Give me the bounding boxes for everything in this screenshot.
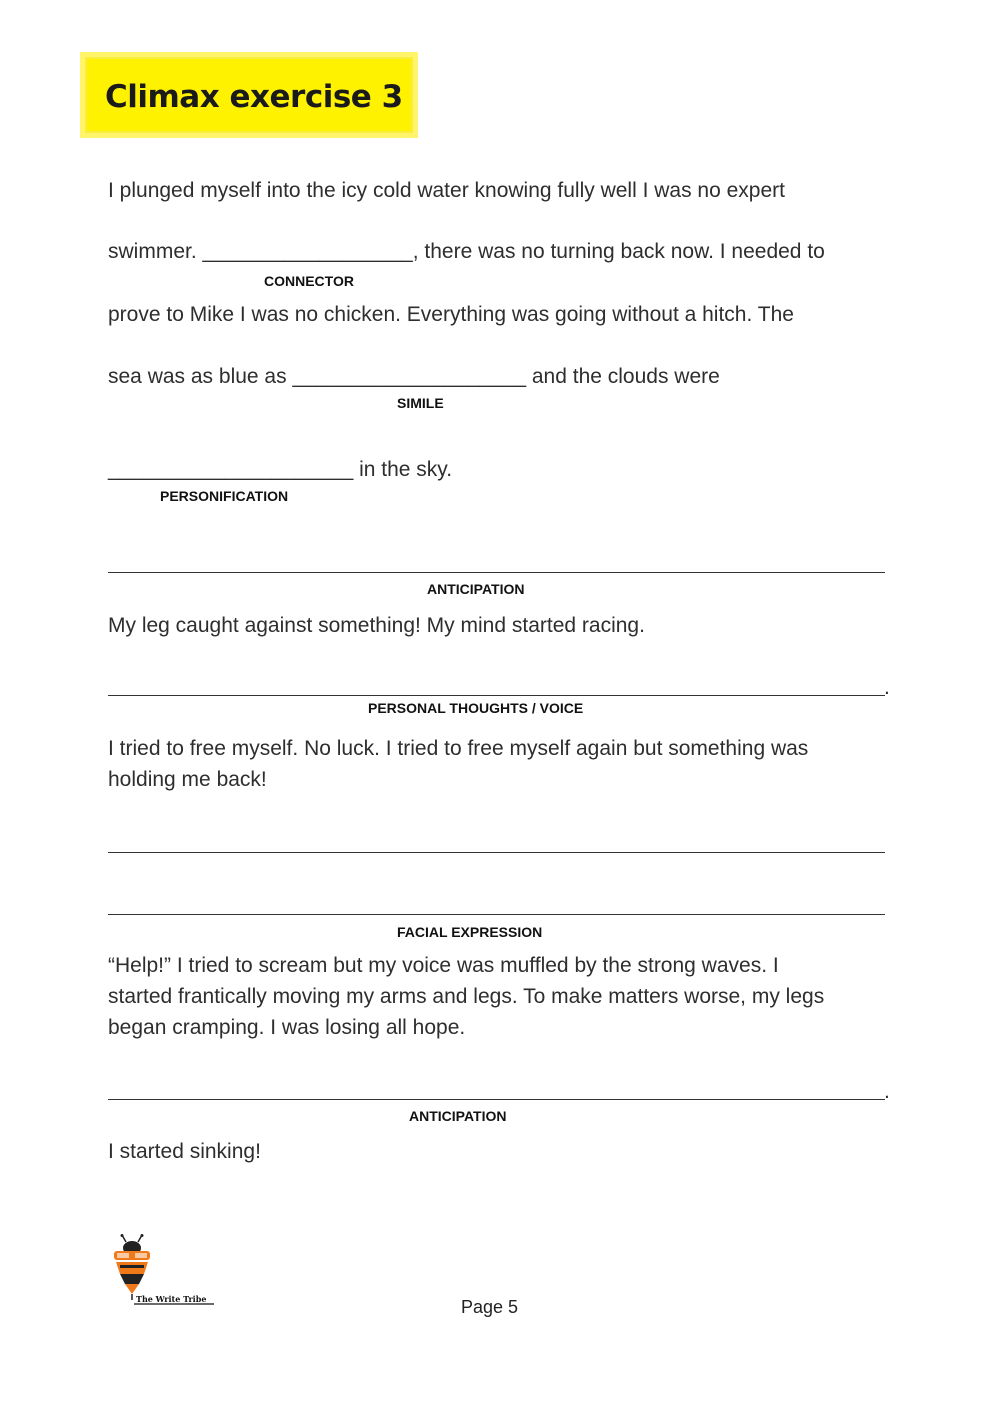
text-line-1: I plunged myself into the icy cold water knowing fully well I was no expert xyxy=(108,179,785,202)
simile-blank[interactable]: ____________________ xyxy=(292,365,527,388)
text-line-8b: started frantically moving my arms and legs. To make matters worse, my legs xyxy=(108,985,825,1008)
text-line-2 xyxy=(108,240,825,264)
text-line-7b: holding me back! xyxy=(108,768,267,791)
page-title: Climax exercise 3 xyxy=(105,79,403,115)
simile-label: SIMILE xyxy=(397,395,444,411)
write-tribe-logo xyxy=(108,1234,220,1312)
anticipation-answer-line-2[interactable] xyxy=(108,1099,885,1100)
personification-blank[interactable]: _____________________ xyxy=(108,458,354,481)
logo-caption: The Write Tribe xyxy=(136,1294,207,1304)
connector-label: CONNECTOR xyxy=(264,273,354,289)
facial-expression-answer-line-1[interactable] xyxy=(108,852,885,853)
text-line-3: prove to Mike I was no chicken. Everything was going without a hitch. The xyxy=(108,303,794,326)
text-line-4-end: and the clouds were xyxy=(526,365,720,388)
page-number: Page 5 xyxy=(461,1297,519,1317)
facial-expression-label: FACIAL EXPRESSION xyxy=(397,924,543,940)
personal-thoughts-label: PERSONAL THOUGHTS / VOICE xyxy=(368,700,584,716)
line-end-period-2: . xyxy=(884,1080,890,1103)
personification-label: PERSONIFICATION xyxy=(160,488,289,504)
personal-thoughts-answer-line[interactable] xyxy=(108,695,885,696)
connector-blank[interactable]: __________________ xyxy=(202,240,413,263)
anticipation-label-1: ANTICIPATION xyxy=(427,581,525,597)
text-line-6: My leg caught against something! My mind started racing. xyxy=(108,614,645,637)
text-line-5-end: in the sky. xyxy=(353,458,453,481)
text-line-2-end: , there was no turning back now. I needed to xyxy=(412,240,825,263)
text-line-9: I started sinking! xyxy=(108,1140,261,1163)
text-line-8c: began cramping. I was losing all hope. xyxy=(108,1016,466,1039)
text-line-8a: “Help!” I tried to scream but my voice was muffled by the strong waves. I xyxy=(108,954,779,977)
text-line-7a: I tried to free myself. No luck. I tried to free myself again but something was xyxy=(108,737,809,760)
anticipation-label-2: ANTICIPATION xyxy=(409,1108,507,1124)
anticipation-answer-line-1[interactable] xyxy=(108,572,885,573)
facial-expression-answer-line-2[interactable] xyxy=(108,914,885,915)
text-line-4 xyxy=(108,365,720,389)
text-line-4-start: sea was as blue as xyxy=(108,365,293,388)
text-line-5 xyxy=(108,458,452,482)
title-banner xyxy=(80,52,418,138)
text-line-2-start: swimmer. xyxy=(108,240,203,263)
line-end-period-1: . xyxy=(884,676,890,699)
